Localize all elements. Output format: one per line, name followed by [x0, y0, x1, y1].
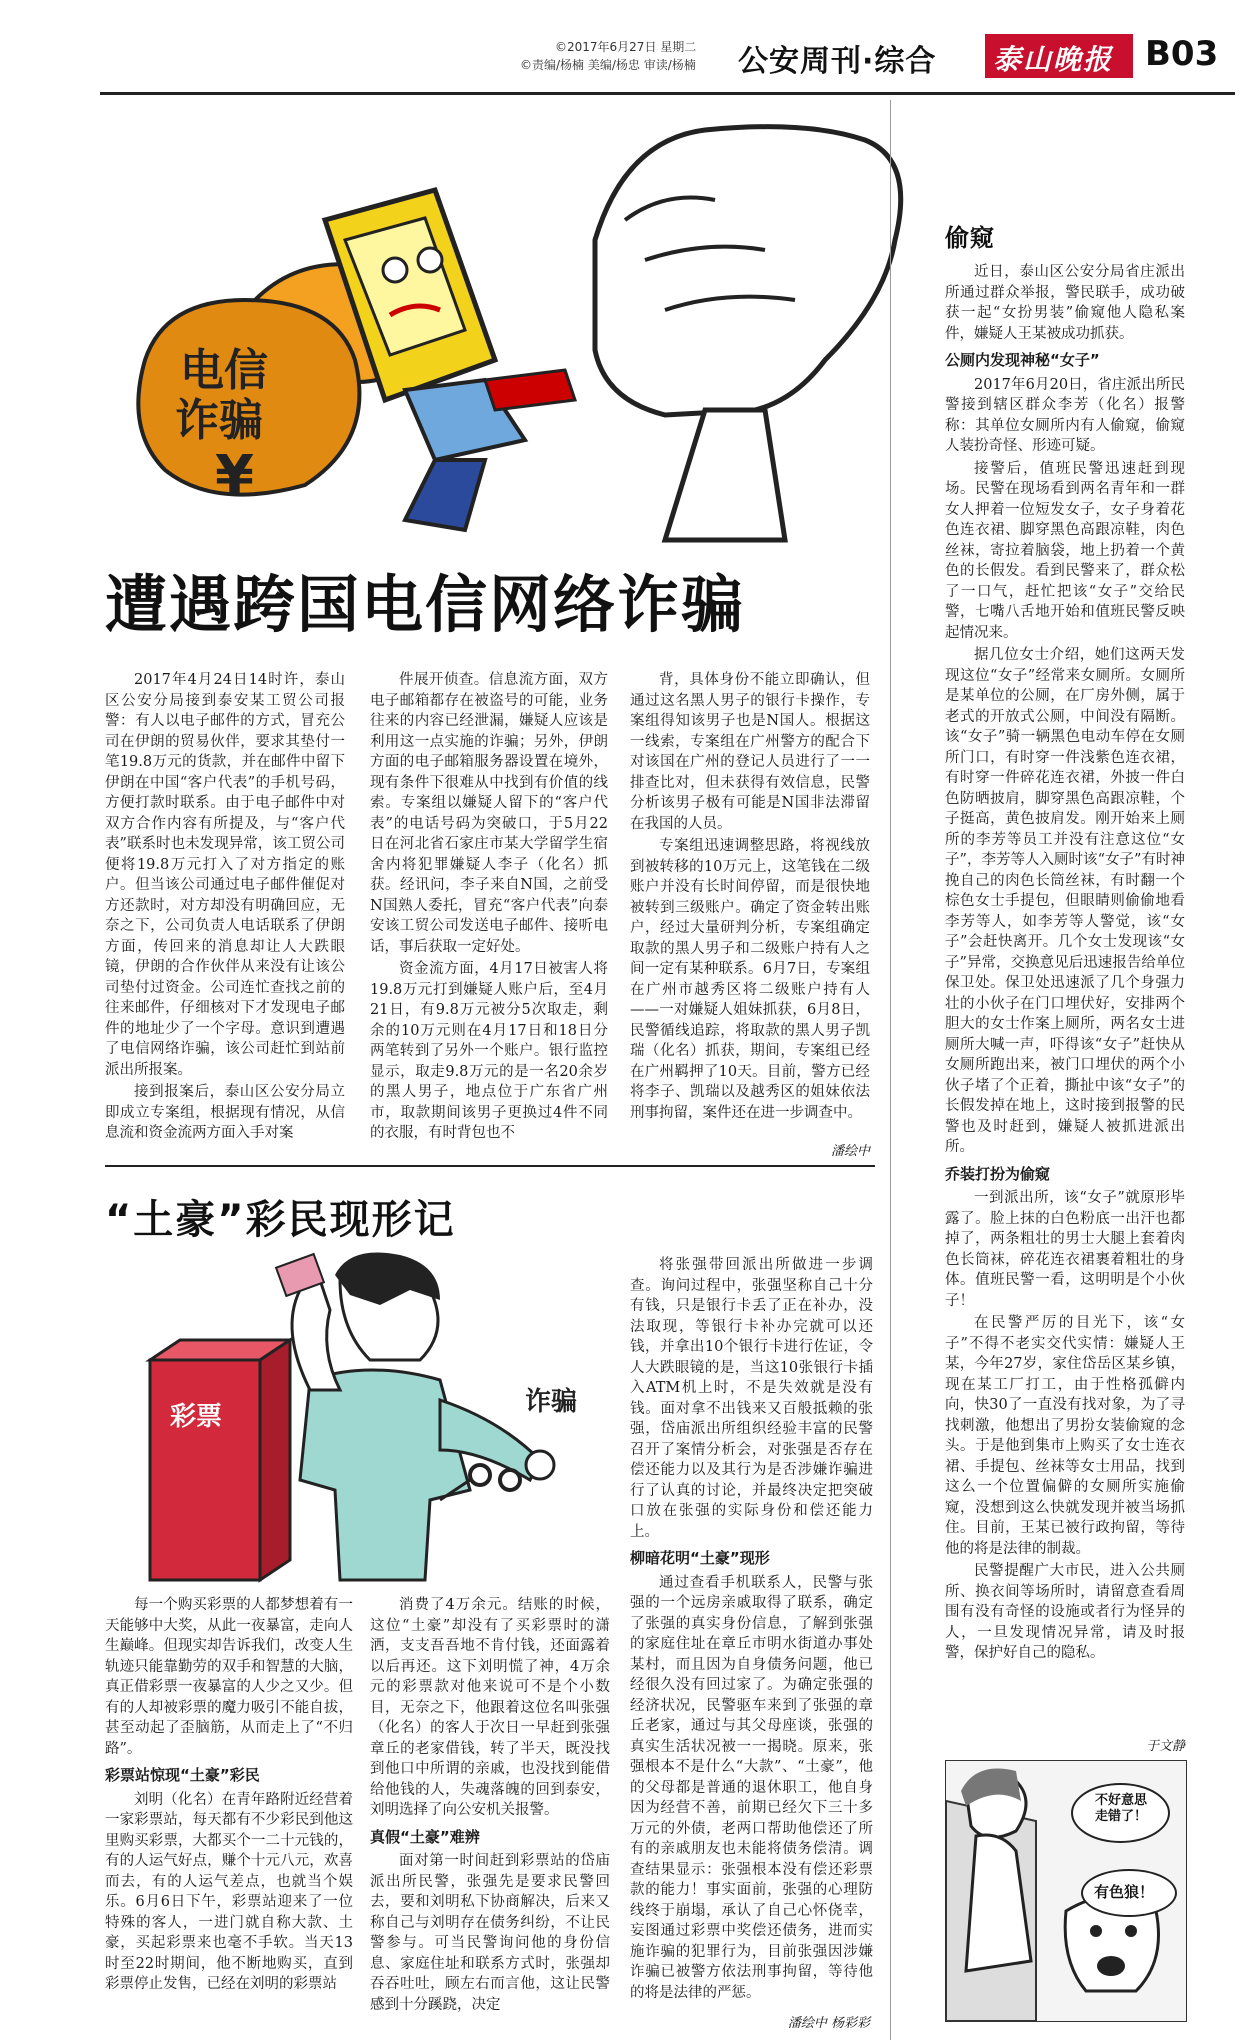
article1-col1 — [105, 670, 345, 1165]
article2-col1-p1: 每一个购买彩票的人都梦想着有一天能够中大奖，从此一夜暴富，走向人生巅峰。但现实却告诉我们，改变人生轨迹只能靠勤劳的双手和智慧的大脑，真正借彩票一夜暴富的人少之又少。但有的人却被彩票的魔力吸引不能自拔，甚至动起了歪脑筋，从而走上了“不归路”。 — [105, 1597, 353, 1757]
article3-lead: 近日，泰山区公安分局省庄派出所通过群众举报，警民联手，成功破获一起“女扮男装”偷窥他人隐私案件，嫌疑人王某被成功抓获。 — [945, 264, 1185, 342]
article1-col1-p1: 2017年4月24日14时许，泰山区公安分局接到泰安某工贸公司报警：有人以电子邮件的方式，冒充公司在伊朗的贸易伙伴，要求其垫付一笔19.8万元的货款，并在邮件中留下伊朗在中国“客户代表”的手机号码，方便打款时联系。由于电子邮件中对双方合作内容有所提及，与“客户代表”联系时也未发现异常，该工贸公司便将19.8万元打入了对方指定的账户。但当该公司通过电子邮件催促对方还款时，对方却没有明确回应，无奈之下，公司负责人电话联系了伊朗方面，传回来的消息却让人大跌眼镜，伊朗的合作伙伴从来没有让该公司垫付过资金。公司连忙查找之前的往来邮件，仔细核对下才发现电子邮件的地址少了一个字母。意识到遭遇了电信网络诈骗，该公司赶忙到站前派出所报案。 — [105, 672, 345, 1078]
page-number: B03 — [1145, 34, 1219, 74]
article1-col3-p2: 专案组迅速调整思路，将视线放到被转移的10万元上，这笔钱在二级账户并没有长时间停留，而是很快地被转到三级账户。确定了资金转出账户，经过大量研判分析，专案组确定取款的黑人男子和二级账户持有人之间一定有某种联系。6月7日，专案组在广州市越秀区将二级账户持有人——一对嫌疑人姐妹抓获，6月8日，民警循线追踪，将取款的黑人男子凯瑞（化名）抓获，期间，专案组已经在广州羁押了10天。目前，警方已经将李子、凯瑞以及越秀区的姐妹依法刑事拘留，案件还在进一步调查中。 — [630, 838, 870, 1121]
telecom-fraud-cartoon — [105, 100, 935, 545]
article3-byline: 于文静 — [1145, 1739, 1185, 1754]
right-column-divider — [890, 100, 891, 2040]
article3-body1-p2: 接警后，值班民警迅速赶到现场。民警在现场看到两名青年和一群女人押着一位短发女子，女子身着花色连衣裙、脚穿黑色高跟凉鞋，肉色丝袜，寄拉着脑袋，地上扔着一个黄色的长假发。看到民警来了，群众松了一口气，赶忙把该“女子”交给民警，七嘴八舌地开始和值班民警反映起情况来。 — [945, 460, 1185, 641]
article3-body1-p3: 据几位女士介绍，她们这两天发现这位“女子”经常来女厕所。女厕所是某单位的公厕，在厂房外侧，属于老式的开放式公厕，中间没有隔断。该“女子”骑一辆黑色电动车停在女厕所门口，有时穿一件浅紫色连衣裙，有时穿一件碎花连衣裙，外披一件白色防晒披肩，脚穿黑色高跟凉鞋，个子挺高，黄色披肩发。刚开始来上厕所的李芳等员工并没有注意这位“女子”，李芳等人入厕时该“女子”有时神挽自己的肉色长筒丝袜，有时翻一个棕色女士手提包，但眼睛则偷偷地看李芳等人，如李芳等人警觉，该“女子”会赶快离开。几个女士发现该“女子”异常，交换意见后迅速报告给单位保卫处。保卫处迅速派了几个身强力壮的小伙子在门口埋伏好，安排两个胆大的女士作案上厕所，两名女士进厕所大喊一声，吓得该“女子”赶快从女厕所跑出来，被门口埋伏的两个小伙子堵了个正着，撕扯中该“女子”的长假发掉在地上，这时接到报警的民警也及时赶到，嫌疑人被抓进派出所。 — [945, 647, 1185, 1155]
article3-body2-p3: 民警提醒广大市民，进入公共厕所、换衣间等场所时，请留意查看周围有没有奇怪的设施或者行为怪异的人，一旦发现情况异常，请及时报警，保护好自己的隐私。 — [945, 1563, 1185, 1661]
article1-col2-p2: 资金流方面，4月17日被害人将19.8万元打到嫌疑人账户后，至4月21日，有9.8万元被分5次取走，剩余的10万元则在4月17日和18日分两笔转到了另外一个账户。银行监控显示，取走9.8万元的是一名20余岁的黑人男子，地点位于广东省广州市，取款期间该男子更换过4件不同的衣服，有时背包也不 — [370, 961, 608, 1141]
peeping-cartoon — [945, 1760, 1187, 2022]
svg-text:¥: ¥ — [215, 444, 254, 509]
cartoon-bubble-1-text: 不好意思 走错了！ — [1094, 1793, 1147, 1824]
issue-date: ©2017年6月27日 星期二 — [555, 40, 697, 54]
fraud-label: 诈骗 — [525, 1387, 578, 1417]
article1-col1-p2: 接到报案后，泰山区公安分局立即成立专案组，根据现有情况，从信息流和资金流两方面入手对案 — [105, 1084, 345, 1141]
article2-col1 — [105, 1595, 353, 2035]
article2-col2b-p1: 面对第一时间赶到彩票站的岱庙派出所民警，张强先是要求民警回去，要和刘明私下协商解决，后来又称自己与刘明存在债务纠纷，不让民警参与。可当民警询问他的身份信息、家庭住址和联系方式时，张强却吞吞吐吐，顾左右而言他，这让民警感到十分蹊跷，决定 — [370, 1853, 610, 2013]
article2-subhead-2: 真假“土豪”难辨 — [370, 1827, 480, 1846]
article3-column — [945, 262, 1185, 1732]
page-header — [0, 0, 1240, 100]
article2-col2 — [370, 1595, 610, 2035]
section-title: 公安周刊·综合 — [738, 44, 937, 79]
article2-subhead-3: 柳暗花明“土豪”现形 — [630, 1549, 770, 1567]
bag-text-bottom: 诈骗 — [175, 395, 263, 446]
article3-headline: 偷窥 — [945, 224, 995, 252]
bag-text-top: 电信 — [180, 345, 268, 396]
article2-col3b-p1: 通过查看手机联系人，民警与张强的一个远房亲戚取得了联系，确定了张强的真实身份信息，了解到张强的家庭住址在章丘市明水街道办事处某村，而且因为自身债务问题，他已经很久没有回过家了。为确定张强的经济状况，民警驱车来到了张强的章丘老家，通过与其父母座谈，张强的真实生活状况被一一揭晓。原来，张强根本不是什么“大款”、“土豪”，他的父母都是普通的退休职工，他自身因为经营不善，前期已经欠下三十多万元的外债，老两口帮助他偿还了所有的亲戚朋友也未能将债务偿清。调查结果显示：张强根本没有偿还彩票款的能力！事实面前，张强的心理防线终于崩塌，承认了自己心怀侥幸，妄图通过彩票中奖偿还债务，进而实施诈骗的犯罪行为，目前张强因涉嫌诈骗已被警方依法刑事拘留，等待他的将是法律的严惩。 — [630, 1574, 873, 2001]
article3-body1-p1: 2017年6月20日，省庄派出所民警接到辖区群众李芳（化名）报警称：其单位女厕所内有人偷窥，偷窥人装扮奇怪、形迹可疑。 — [945, 376, 1185, 454]
article3-body2-p1: 一到派出所，该“女子”就原形毕露了。脸上抹的白色粉底一出汗也都掉了，两条粗壮的男士大腿上套着肉色长筒袜，碎花连衣裙裹着粗壮的身体。值班民警一看，这明明是个小伙子！ — [945, 1190, 1185, 1309]
article2-col2-p1: 消费了4万余元。结账的时候，这位“土豪”却没有了买彩票时的潇洒，支支吾吾地不肯付钱，还面露着以后再还。这下刘明慌了神，4万余元的彩票款对他来说可不是个小数目，无奈之下，他跟着这位名叫张强（化名）的客人于次日一早赶到张强章丘的老家借钱，转了半天，既没找到他口中所谓的亲戚，也没找到能借给他钱的人，失魂落魄的回到泰安，刘明选择了向公安机关报警。 — [370, 1597, 610, 1818]
lottery-box-label: 彩票 — [170, 1402, 223, 1432]
article1-col3-p1: 背，具体身份不能立即确认，但通过这名黑人男子的银行卡操作，专案组得知该男子也是N国人。根据这一线索，专案组在广州警方的配合下对该国在广州的登记人员进行了一一排查比对，但未获得有效信息，民警分析该男子极有可能是N国非法滞留在我国的人员。 — [630, 672, 870, 832]
article1-col2 — [370, 670, 608, 1165]
article2-col3 — [630, 1255, 873, 2015]
article1-col2-p1: 件展开侦查。信息流方面，双方电子邮箱都存在被盗号的可能，业务往来的内容已经泄漏，嫌疑人应该是利用这一点实施的诈骗；另外，伊朗方面的电子邮箱服务器设置在境外，现有条件下很难从中找到有价值的线索。专案组以嫌疑人留下的“客户代表”的电话号码为突破口，于5月22日在河北省石家庄市某大学留学生宿舍内将犯罪嫌疑人李子（化名）抓获。经讯问，李子来自N国，之前受N国熟人委托，冒充“客户代表”向泰安该工贸公司发送电子邮件、接听电话，事后获取一定好处。 — [370, 672, 608, 955]
header-rule — [100, 92, 1235, 95]
article2-col3-p1: 将张强带回派出所做进一步调查。询问过程中，张强坚称自己十分有钱，只是银行卡丢了正在补办，没法取现，等银行卡补办完就可以还钱，并拿出10个银行卡进行佐证，令人大跌眼镜的是，当这10张银行卡插入ATM机上时，不是失效就是没有钱。面对拿不出钱来又百般抵赖的张强，岱庙派出所组织经验丰富的民警召开了案情分析会，对张强是否存在偿还能力以及其行为是否涉嫌诈骗进行了认真的讨论，并最终决定把突破口放在张强的实际身份和偿还能力上。 — [630, 1257, 873, 1540]
newspaper-logo — [985, 34, 1133, 78]
article-separator — [105, 1165, 875, 1167]
article3-subhead-1: 公厕内发现神秘“女子” — [945, 351, 1100, 369]
article2-col1b-p1: 刘明（化名）在青年路附近经营着一家彩票站，每天都有不少彩民到他这里购买彩票，大都买个一二十元钱的，有的人运气好点，赚个十元八元，欢喜而去，有的人运气差点，也就当个娱乐。6月6日下午，彩票站迎来了一位特殊的客人，一进门就自称大款、土豪，买起彩票来也毫不手软。当天13时至22时期间，他不断地购买，直到彩票停止发售，已经在刘明的彩票站 — [105, 1791, 353, 1992]
newspaper-logo-text: 泰山晚报 — [993, 43, 1114, 76]
article1-col3 — [630, 670, 870, 1140]
article1-byline: 潘绘中 — [830, 1144, 870, 1159]
article2-headline: “土豪”彩民现形记 — [105, 1197, 456, 1243]
cartoon-bubble-2-text: 有色狼！ — [1094, 1883, 1155, 1901]
article2-subhead-1: 彩票站惊现“土豪”彩民 — [105, 1766, 260, 1784]
article3-body2-p2: 在民警严厉的目光下，该“女子”不得不老实交代实情：嫌疑人王某，今年27岁，家住岱岳区某乡镇，现在某工厂打工，由于性格孤僻内向，快30了一直没有找对象，为了寻找刺激，他想出了男扮女装偷窥的念头。于是他到集市上购买了女士连衣裙、手提包、丝袜等女士用品，找到这么一个位置偏僻的女厕所实施偷窥，没想到这么快就发现并被当场抓住。目前，王某已被行政拘留，等待他的将是法律的制裁。 — [945, 1315, 1185, 1557]
article1-headline: 遭遇跨国电信网络诈骗 — [105, 568, 746, 641]
article3-subhead-2: 乔装打扮为偷窥 — [945, 1164, 1051, 1183]
editor-credits: ©责编/杨楠 美编/杨忠 审读/杨楠 — [520, 58, 696, 72]
article2-byline: 潘绘中 杨彩彩 — [787, 2016, 870, 2031]
lottery-cartoon — [140, 1250, 610, 1590]
